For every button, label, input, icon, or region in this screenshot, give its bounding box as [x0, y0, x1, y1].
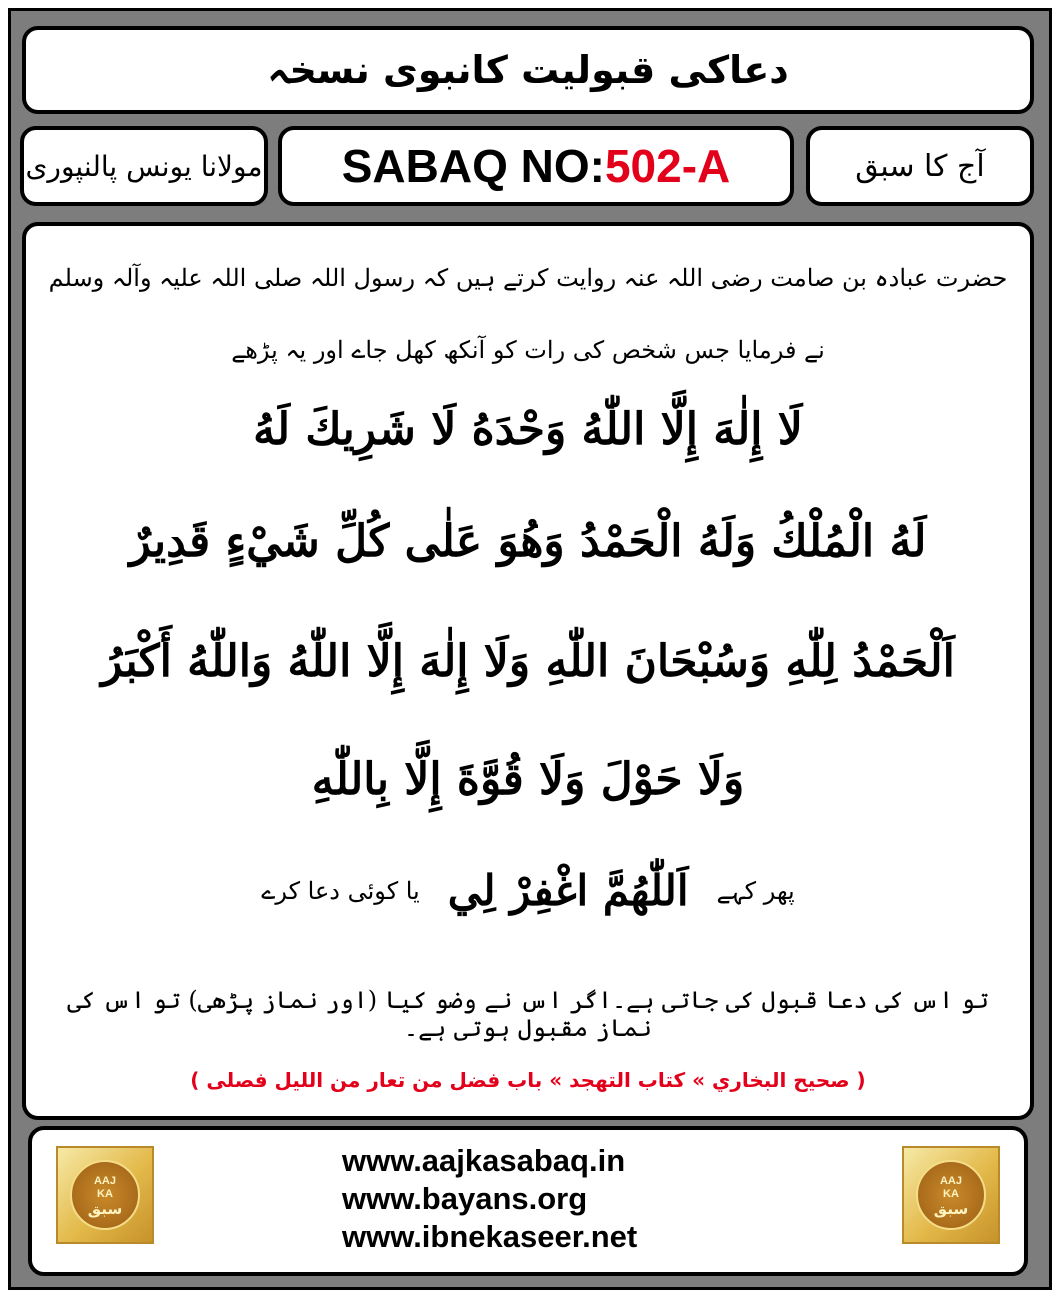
logo-right: [902, 1146, 1000, 1244]
logo-left: [56, 1146, 154, 1244]
result-text: تو اس کی دعا قبول کی جاتی ہے۔اگر اس نے وضو کیا (اور نماز پڑھی) تو اس کی نماز مقبول ہوتی ہے۔: [67, 986, 989, 1042]
logo-left-line2: KA: [97, 1187, 113, 1200]
logo-right-line3: سبق: [933, 1199, 969, 1218]
logo-left-line1: AAJ: [93, 1174, 116, 1187]
sabaq-prefix: SABAQ NO:: [341, 140, 605, 192]
hadith-reference: ( صحیح البخاري » کتاب التهجد » باب فضل من تعار من اللیل فصلی ): [190, 1068, 866, 1092]
logo-right-line1: AAJ: [939, 1174, 962, 1187]
short-dua: اَللّٰهُمَّ اغْفِرْ لِي: [447, 866, 689, 915]
footer-panel: [28, 1126, 1028, 1276]
short-dua-row: [26, 866, 1030, 915]
todays-lesson-box: [806, 126, 1034, 206]
link-bayans[interactable]: www.bayans.org: [342, 1181, 588, 1216]
logo-right-line2: KA: [943, 1187, 959, 1200]
dua-line-1: لَا إِلٰهَ إِلَّا اللّٰهُ وَحْدَهُ لَا شَرِيكَ لَهُ: [253, 404, 803, 455]
todays-lesson-label: آج کا سبق: [855, 148, 985, 184]
teacher-name-box: [20, 126, 268, 206]
dua-line-3: اَلْحَمْدُ لِلّٰهِ وَسُبْحَانَ اللّٰهِ وَلَا إِلٰهَ إِلَّا اللّٰهُ وَاللّٰهُ أَكْبَرُ: [101, 636, 955, 687]
intro-line-2: نے فرمایا جس شخص کی رات کو آنکھ کھل جاے اور یہ پڑھے: [231, 336, 825, 364]
website-links: [342, 1142, 742, 1256]
content-panel: [22, 222, 1034, 1120]
title-text: دعاکی قبولیت کانبوی نسخہ: [267, 48, 789, 92]
link-ibnekaseer[interactable]: www.ibnekaseer.net: [342, 1219, 638, 1254]
page-title: [22, 26, 1034, 114]
link-aajkasabaq[interactable]: www.aajkasabaq.in: [342, 1143, 626, 1178]
dua-line-4: وَلَا حَوْلَ وَلَا قُوَّةَ إِلَّا بِاللّٰهِ: [311, 754, 745, 805]
sabaq-number: 502-A: [604, 140, 731, 192]
or-any-dua-label: یا کوئی دعا کرے: [261, 876, 420, 905]
intro-line-1: حضرت عبادہ بن صامت رضی اللہ عنہ روایت کرتے ہیں کہ رسول اللہ صلی اللہ علیہ وآلہ وسلم: [48, 264, 1008, 292]
teacher-name: مولانا یونس پالنپوری: [25, 149, 263, 183]
logo-left-line3: سبق: [87, 1199, 123, 1218]
dua-line-2: لَهُ الْمُلْكُ وَلَهُ الْحَمْدُ وَهُوَ عَلٰى كُلِّ شَيْءٍ قَدِيرٌ: [129, 516, 927, 567]
then-say-label: پھر کہے: [716, 876, 795, 905]
sabaq-number-box: [278, 126, 794, 206]
